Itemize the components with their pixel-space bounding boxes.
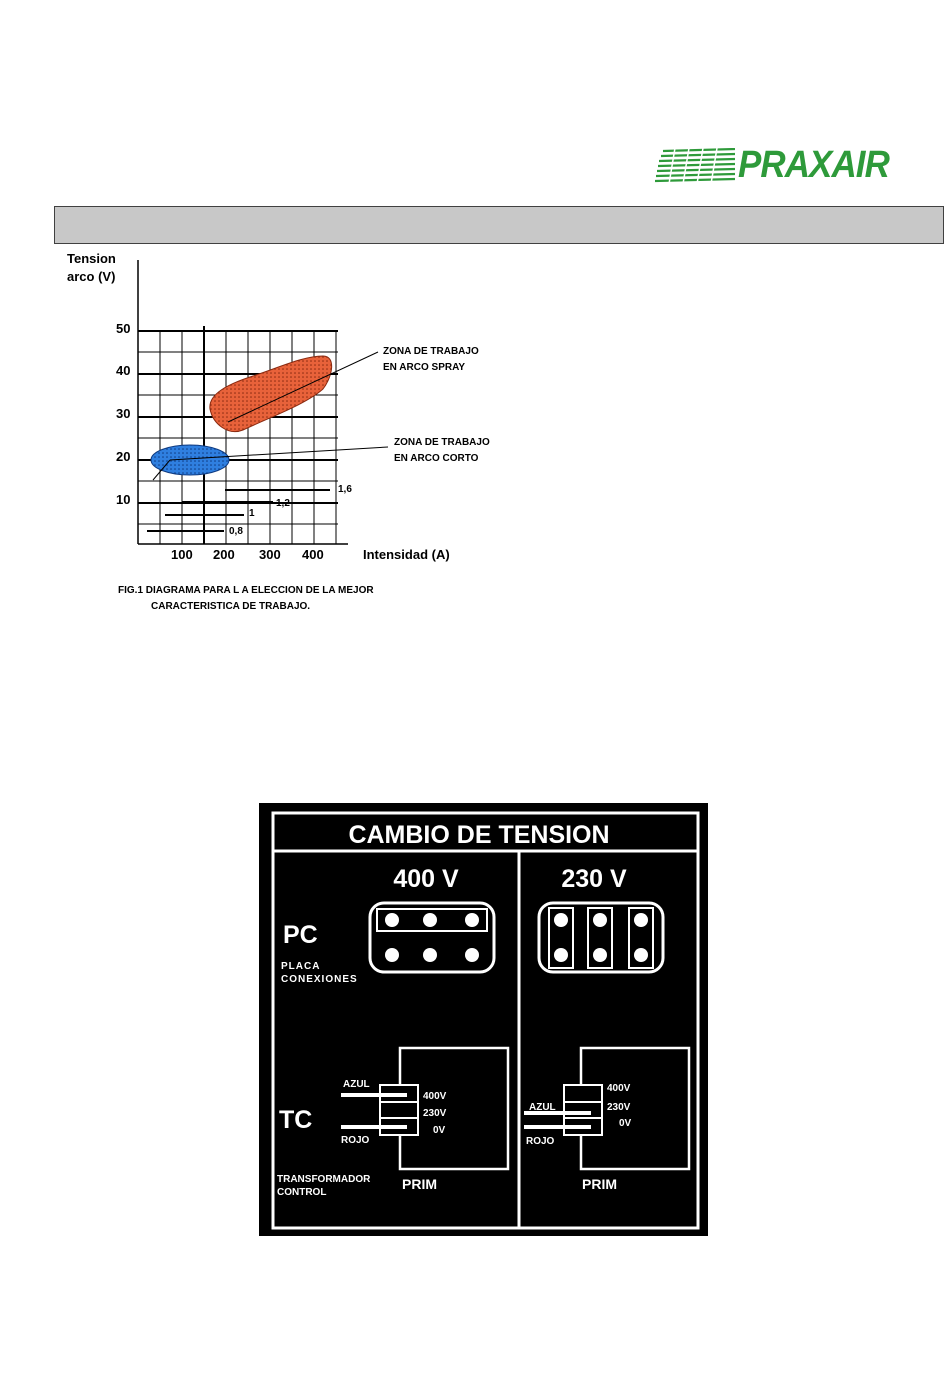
wire-label-1: 1	[249, 508, 255, 519]
praxair-logo	[655, 146, 891, 186]
y-tick-40: 40	[116, 363, 131, 378]
pc-desc-1: PLACA	[281, 961, 321, 972]
prim-label-right: PRIM	[582, 1176, 617, 1192]
spray-zone	[210, 356, 332, 432]
voltage-230-heading: 230 V	[561, 865, 627, 893]
spray-label-2: EN ARCO SPRAY	[383, 362, 466, 373]
y-tick-10: 10	[116, 492, 131, 507]
short-label-1: ZONA DE TRABAJO	[394, 437, 490, 448]
x-tick-200: 200	[213, 547, 235, 562]
figure-caption-2: CARACTERISTICA DE TRABAJO.	[151, 601, 311, 612]
tap-0-left: 0V	[433, 1125, 446, 1136]
wire-label-1-2: 1,2	[276, 498, 290, 509]
y-axis-title-1: Tension	[67, 251, 116, 266]
prim-label-left: PRIM	[402, 1176, 437, 1192]
tap-0-right: 0V	[619, 1118, 632, 1129]
wire-red-label-right: ROJO	[526, 1136, 555, 1147]
x-tick-300: 300	[259, 547, 281, 562]
y-tick-50: 50	[116, 321, 131, 336]
figure-caption-1: FIG.1 DIAGRAMA PARA L A ELECCION DE LA MEJOR	[118, 585, 374, 596]
tap-230-left: 230V	[423, 1108, 447, 1119]
x-tick-100: 100	[171, 547, 193, 562]
panel-title: CAMBIO DE TENSION	[348, 821, 610, 849]
tap-400-right: 400V	[607, 1083, 631, 1094]
x-axis-title: Intensidad (A)	[363, 547, 450, 562]
figure-1-diagram	[58, 244, 524, 622]
brand-name: PRAXAIR	[738, 144, 889, 186]
panel-frame	[273, 813, 698, 1228]
spray-label-1: ZONA DE TRABAJO	[383, 346, 479, 357]
header-band	[54, 206, 944, 244]
y-axis-title-2: arco (V)	[67, 269, 116, 284]
pc-desc-2: CONEXIONES	[281, 974, 358, 985]
voltage-400-heading: 400 V	[393, 865, 459, 893]
tc-desc-2: CONTROL	[277, 1187, 327, 1198]
y-tick-30: 30	[116, 406, 131, 421]
tap-230-right: 230V	[607, 1102, 631, 1113]
wire-red-label-left: ROJO	[341, 1135, 370, 1146]
voltage-change-panel	[259, 803, 708, 1236]
short-label-2: EN ARCO CORTO	[394, 453, 479, 464]
terminal-board-230v	[539, 903, 663, 972]
wire-blue-label-left: AZUL	[343, 1079, 370, 1090]
pc-label: PC	[283, 921, 318, 949]
tc-label: TC	[279, 1106, 313, 1134]
short-arc-zone	[151, 445, 229, 475]
praxair-stripes-icon	[655, 148, 735, 184]
wire-blue-label-right: AZUL	[529, 1102, 556, 1113]
terminal-board-400v	[370, 903, 494, 972]
tap-400-left: 400V	[423, 1091, 447, 1102]
wire-label-1-6: 1,6	[338, 484, 352, 495]
y-tick-20: 20	[116, 449, 131, 464]
wire-label-0-8: 0,8	[229, 526, 243, 537]
x-tick-400: 400	[302, 547, 324, 562]
tc-desc-1: TRANSFORMADOR	[277, 1174, 371, 1185]
